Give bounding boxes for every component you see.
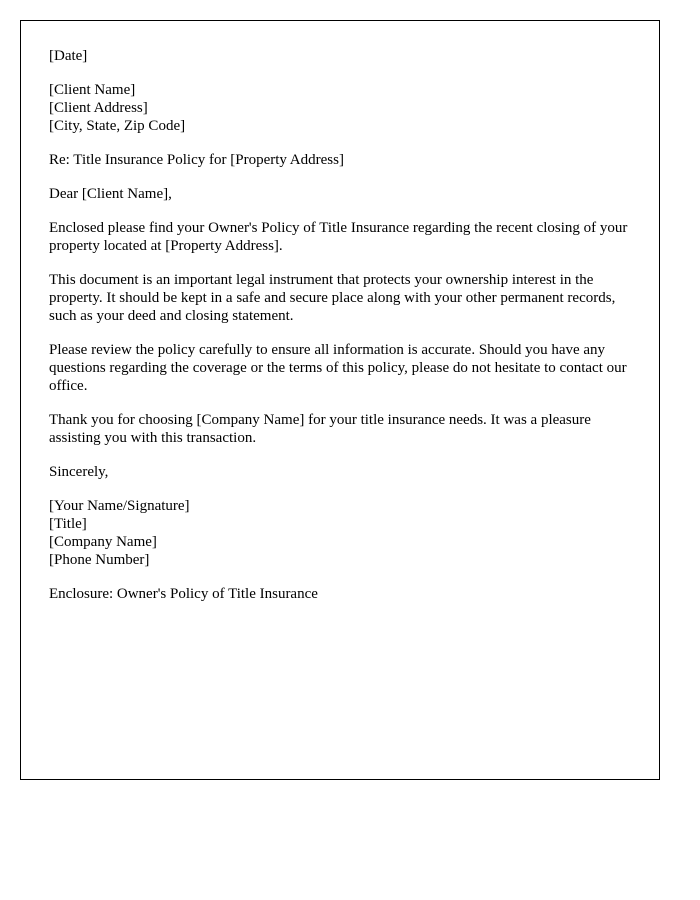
letter-page [20, 20, 660, 780]
date-line [49, 47, 635, 65]
signature-title: [Title] [49, 516, 87, 532]
enclosure-line [49, 585, 635, 603]
letter-subject: Re: Title Insurance Policy for [Property Address] [49, 152, 344, 168]
signature-company: [Company Name] [49, 534, 157, 550]
body-paragraph-review: Please review the policy carefully to ensure all information is accurate. Should you have any questions regarding the coverage or the terms of this policy, please do not hesitate to contact our office. [49, 342, 627, 394]
letter-date: [Date] [49, 48, 88, 64]
recipient-name: [Client Name] [49, 82, 136, 98]
letter-salutation: Dear [Client Name], [49, 186, 172, 202]
signature-phone: [Phone Number] [49, 552, 150, 568]
letter-enclosure: Enclosure: Owner's Policy of Title Insurance [49, 586, 318, 602]
body-paragraph-legal-instrument: This document is an important legal instrument that protects your ownership interest in the property. It should be kept in a safe and secure place along with your other permanent records, such as your deed and closing statement. [49, 272, 616, 324]
closing-line [49, 463, 635, 481]
recipient-city-state-zip: [City, State, Zip Code] [49, 118, 186, 134]
signature-block [49, 497, 635, 569]
body-paragraph-thank-you: Thank you for choosing [Company Name] for your title insurance needs. It was a pleasure assisting you with this transaction. [49, 412, 591, 446]
signature-name: [Your Name/Signature] [49, 498, 190, 514]
salutation-line [49, 185, 635, 203]
body-paragraph-enclosed: Enclosed please find your Owner's Policy of Title Insurance regarding the recent closing of your property located at [Property Address]. [49, 220, 628, 254]
recipient-address-block [49, 81, 635, 135]
recipient-address: [Client Address] [49, 100, 148, 116]
letter-closing: Sincerely, [49, 464, 109, 480]
subject-line [49, 151, 635, 169]
